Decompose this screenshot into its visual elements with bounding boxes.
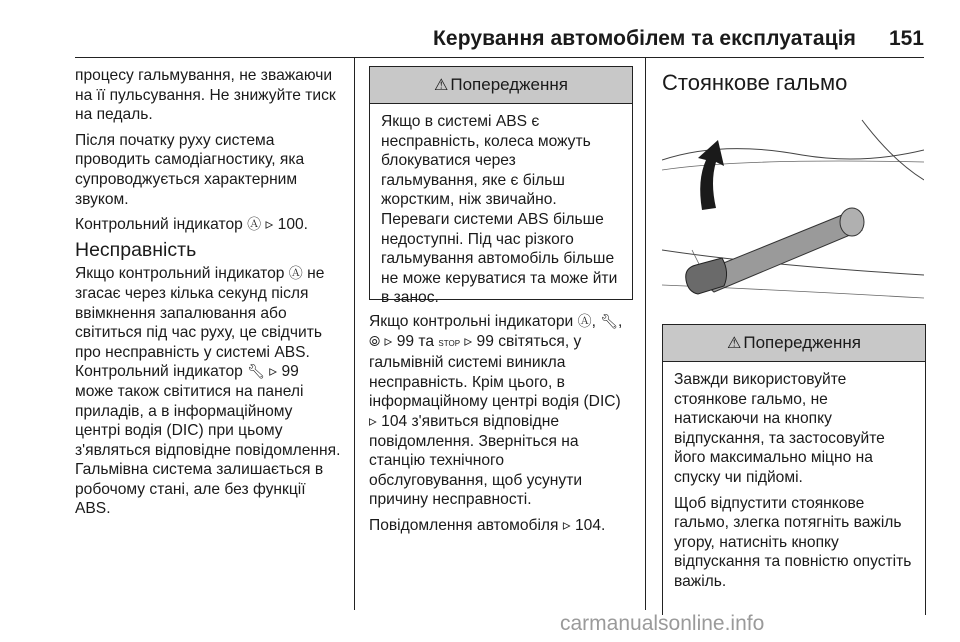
page-ref: 100. <box>277 216 309 234</box>
chapter-title: Керування автомобілем та експлуатація <box>433 27 856 50</box>
page-ref-icon: ▹ <box>384 332 393 350</box>
wrench-indicator-icon: 🔧︎ <box>600 313 619 329</box>
abs-indicator-icon: Ⓐ <box>288 265 303 282</box>
paragraph-text: згасає через кілька секунд після ввімкнення запалювання або світиться під час руху, це свідчить про несправність у системі ABS. <box>75 284 323 361</box>
page-ref-icon: ▹ <box>265 216 274 234</box>
paragraph-text: 99 світяться, у <box>476 332 582 350</box>
page-ref-icon: ▹ <box>464 332 473 350</box>
paragraph-text: гальмівній системі виникла несправність. Крім цього, в інформаційному центрі водія (DIC) <box>369 354 621 411</box>
paragraph-text: повідомлення. Зверніться на станцію технічного обслуговування, щоб усунути причину несправності. <box>369 432 583 509</box>
warning-triangle-icon: ⚠ <box>727 335 742 352</box>
paragraph <box>369 516 641 536</box>
paragraph: Після початку руху система проводить самодіагностику, яка супроводжується характерним звуком. <box>75 131 305 208</box>
warning-text: Завжди використовуйте стоянкове гальмо, не натискаючи на кнопку відпускання, та застосовуйте його максимально міцно на спуску чи підйомі. <box>674 371 885 486</box>
warning-header <box>370 67 632 104</box>
page-ref-icon: ▹ <box>562 516 571 534</box>
column-2 <box>369 312 641 542</box>
warning-title: Попередження <box>743 333 861 352</box>
page-ref: 99 та <box>396 332 435 350</box>
paragraph: Якщо контрольні індикатори Ⓐ, 🔧︎, ⦾ ▹ 99 та STOP ▹ 99 світяться, у гальмівній системі виникла несправність. Крім цього, в інформаційному центрі водія (DIC) ▹ 104 з'явиться відповідне повідомлення. Зверніться на станцію технічного обслуговування, щоб усунути причину несправності. <box>369 313 623 509</box>
page-ref: 99 <box>281 363 299 381</box>
page-ref-icon: ▹ <box>269 363 278 381</box>
abs-indicator-icon: Ⓐ <box>247 216 262 233</box>
warning-header <box>663 325 925 362</box>
paragraph-text: може також світитися на панелі приладів, а в інформаційному центрі водія (DIC) при цьому з'являться відповідне повідомлення. Гальмівна система залишається в робочому стані, але без функції ABS. <box>75 382 341 518</box>
section-heading: Несправність <box>75 238 197 261</box>
page-ref: 104. <box>575 516 606 534</box>
brake-indicator-icon: ⦾ <box>369 332 381 349</box>
paragraph <box>75 215 347 235</box>
column-1 <box>75 66 347 525</box>
paragraph-text: Якщо контрольний індикатор <box>75 265 285 283</box>
warning-title: Попередження <box>450 75 568 94</box>
paragraph-text: Контрольний індикатор <box>75 216 243 234</box>
warning-box <box>662 324 926 615</box>
warning-text: Якщо в системі ABS є несправність, колеса можуть блокуватися через гальмування, яке є більш жорстким, ніж звичайно. Переваги системи ABS більше недоступні. Під час різкого гальмування автомобіль більше не може керуватися та може йти в занос. <box>381 113 618 307</box>
paragraph-text: не <box>307 265 325 283</box>
stop-indicator-icon: STOP <box>438 338 461 348</box>
paragraph-text: Якщо контрольні індикатори <box>369 313 574 330</box>
header-rule <box>75 57 924 58</box>
column-divider-2 <box>645 58 646 610</box>
page-ref-icon: ▹ <box>369 412 377 430</box>
watermark: carmanualsonline.info <box>560 612 765 635</box>
warning-body <box>370 104 632 322</box>
paragraph-text: 104 з'явиться відповідне <box>381 412 560 430</box>
paragraph-text: Контрольний індикатор <box>75 363 243 381</box>
paragraph <box>75 264 347 519</box>
warning-triangle-icon: ⚠ <box>434 77 449 94</box>
section-title: Стоянкове гальмо <box>662 70 848 95</box>
column-divider-1 <box>354 58 355 610</box>
abs-indicator-icon: Ⓐ <box>577 313 592 329</box>
warning-body <box>663 362 925 606</box>
warning-text: Щоб відпустити стоянкове гальмо, злегка потягніть важіль угору, натисніть кнопку відпускання та повністю опустіть важіль. <box>674 494 912 590</box>
page-number: 151 <box>888 27 924 50</box>
paragraph-text: Повідомлення автомобіля <box>369 516 559 534</box>
paragraph: процесу гальмування, не зважаючи на її пульсування. Не знижуйте тиск на педаль. <box>75 67 336 124</box>
page-header <box>0 0 960 58</box>
wrench-indicator-icon: 🔧︎ <box>247 363 265 380</box>
parking-brake-illustration <box>662 100 924 300</box>
warning-box <box>369 66 633 307</box>
